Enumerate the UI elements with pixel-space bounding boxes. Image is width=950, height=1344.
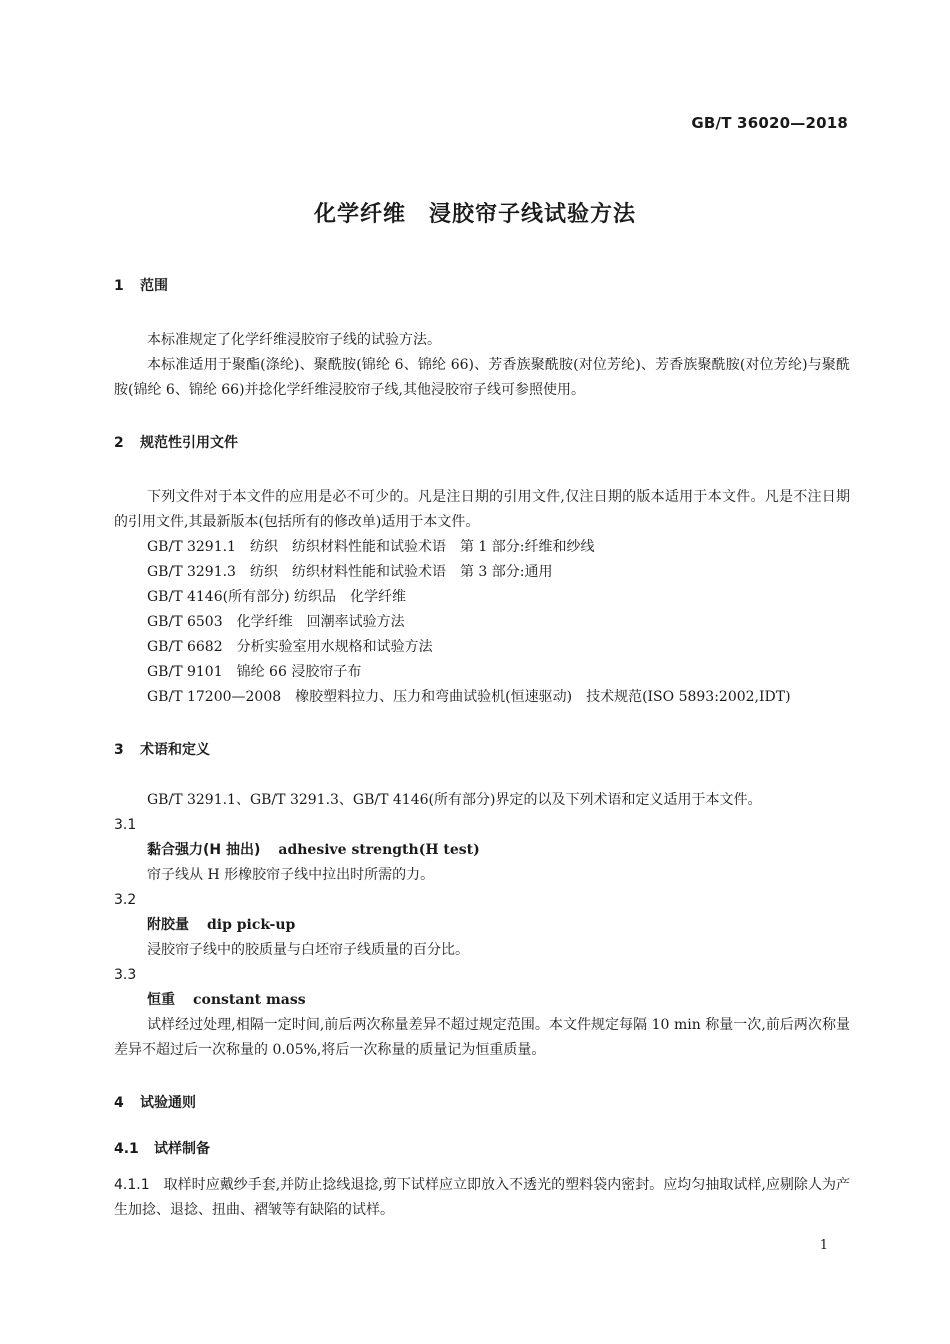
section-number: 4: [114, 1095, 124, 1111]
section-heading-terms-definitions: [114, 740, 850, 760]
term-en: dip pick-up: [207, 917, 296, 933]
section-title: 术语和定义: [140, 742, 210, 758]
term-cn: 黏合强力(H 抽出): [147, 842, 261, 858]
paragraph: 下列文件对于本文件的应用是必不可少的。凡是注日期的引用文件,仅注日期的版本适用于本文件。凡是不注日期的引用文件,其最新版本(包括所有的修改单)适用于本文件。: [114, 489, 850, 530]
clause: [114, 1173, 850, 1223]
subsection-title: 试样制备: [154, 1141, 210, 1157]
reference-item: GB/T 6682 分析实验室用水规格和试验方法: [147, 639, 433, 655]
term-en: adhesive strength(H test): [278, 842, 480, 858]
section-number: 1: [114, 278, 124, 294]
section-title: 范围: [140, 278, 168, 294]
clause-text: 取样时应戴纱手套,并防止捻线退捻,剪下试样应立即放入不透光的塑料袋内密封。应均匀抽取试样,应剔除人为产生加捻、退捻、扭曲、褶皱等有缺陷的试样。: [114, 1177, 850, 1218]
document-title: 化学纤维 浸胶帘子线试验方法: [313, 202, 636, 227]
term-number: 3.1: [114, 817, 137, 833]
term-number: 3.3: [114, 967, 137, 983]
term-en: constant mass: [193, 992, 306, 1008]
term-name: [114, 913, 850, 938]
section-heading-normative-references: [114, 433, 850, 453]
term-definition: 帘子线从 H 形橡胶帘子线中拉出时所需的力。: [147, 867, 435, 883]
section-heading-scope: [114, 276, 850, 296]
term-definition: 浸胶帘子线中的胶质量与白坯帘子线质量的百分比。: [147, 942, 469, 958]
term-cn: 恒重: [147, 992, 175, 1008]
reference-item: GB/T 3291.1 纺织 纺织材料性能和试验术语 第 1 部分:纤维和纱线: [147, 539, 595, 555]
subsection-heading-sample-preparation: [114, 1139, 850, 1159]
page-number: 1: [819, 1238, 828, 1253]
section-number: 2: [114, 435, 124, 451]
reference-item: GB/T 6503 化学纤维 回潮率试验方法: [147, 614, 405, 630]
term-name: [114, 988, 850, 1013]
standard-number: GB/T 36020—2018: [691, 114, 848, 132]
clause-number: 4.1.1: [114, 1177, 150, 1193]
reference-item: GB/T 4146(所有部分) 纺织品 化学纤维: [147, 589, 406, 605]
section-heading-general-rules: [114, 1093, 850, 1113]
term-cn: 附胶量: [147, 917, 189, 933]
reference-item: GB/T 3291.3 纺织 纺织材料性能和试验术语 第 3 部分:通用: [147, 564, 553, 580]
reference-item: GB/T 17200—2008 橡胶塑料拉力、压力和弯曲试验机(恒速驱动) 技术规范(ISO 5893:2002,IDT): [147, 689, 791, 705]
reference-item: GB/T 9101 锦纶 66 浸胶帘子布: [147, 664, 362, 680]
term-name: [114, 838, 850, 863]
section-title: 规范性引用文件: [140, 435, 238, 451]
subsection-number: 4.1: [114, 1141, 139, 1157]
section-title: 试验通则: [140, 1095, 196, 1111]
term-number: 3.2: [114, 892, 137, 908]
term-definition: 试样经过处理,相隔一定时间,前后两次称量差异不超过规定范围。本文件规定每隔 10 min 称量一次,前后两次称量差异不超过后一次称量的 0.05%,将后一次称量的质量记为恒重质量。: [114, 1017, 850, 1058]
document-body: [114, 276, 850, 1223]
paragraph: 本标准适用于聚酯(涤纶)、聚酰胺(锦纶 6、锦纶 66)、芳香族聚酰胺(对位芳纶)、芳香族聚酰胺(对位芳纶)与聚酰胺(锦纶 6、锦纶 66)并捻化学纤维浸胶帘子线,其他浸胶帘子线可参照使用。: [114, 357, 850, 398]
paragraph: GB/T 3291.1、GB/T 3291.3、GB/T 4146(所有部分)界定的以及下列术语和定义适用于本文件。: [147, 792, 762, 808]
section-number: 3: [114, 742, 124, 758]
paragraph: 本标准规定了化学纤维浸胶帘子线的试验方法。: [147, 332, 441, 348]
